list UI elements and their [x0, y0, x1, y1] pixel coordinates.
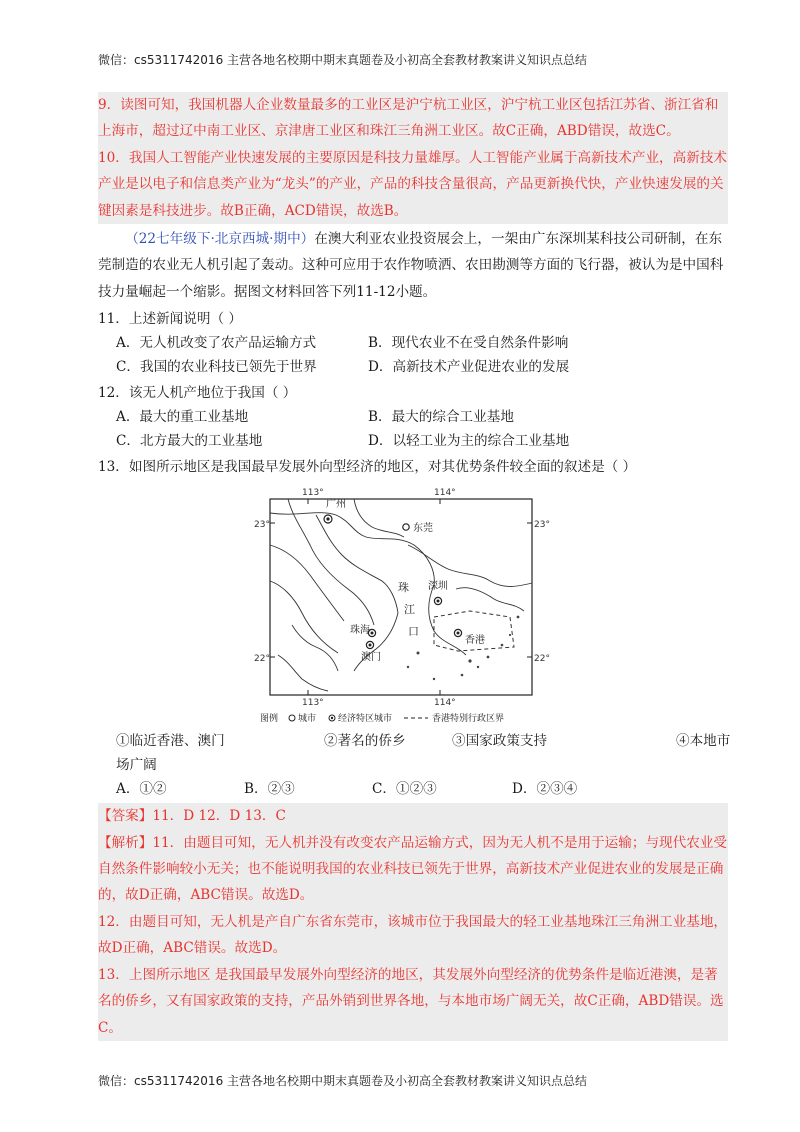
- q12-option-c[interactable]: C．北方最大的工业基地: [116, 433, 263, 450]
- q13-options: [98, 777, 728, 801]
- q11-stem: 11．上述新闻说明（ ）: [98, 311, 242, 328]
- answer-line: [98, 803, 728, 829]
- q11-option-c[interactable]: C．我国的农业科技已领先于世界: [116, 359, 317, 376]
- q13-feature-2: ②著名的侨乡: [324, 733, 406, 750]
- lat-label-22-left: 22°: [254, 654, 270, 665]
- explanation-block: [98, 92, 728, 224]
- dongguan-label: 东莞: [413, 523, 433, 535]
- question-11: [98, 307, 728, 379]
- page-header: 微信：cs5311742016 主营各地名校期中期末真题卷及小初高全套教材教案讲义知识点总结: [98, 53, 588, 67]
- intro-paragraph: [98, 226, 728, 305]
- q11-options: [98, 331, 728, 379]
- q11-option-a[interactable]: A．无人机改变了农产品运输方式: [116, 335, 317, 352]
- river-label-jiang: 江: [404, 603, 415, 617]
- river-label-kou: 口: [408, 625, 419, 639]
- q12-options: [98, 405, 728, 453]
- q13-feature-4: ④本地市: [676, 733, 731, 750]
- map-legend: [260, 712, 504, 724]
- shenzhen-label: 深圳: [428, 581, 448, 593]
- lat-label-23-right: 23°: [534, 520, 550, 531]
- map-figure: [254, 485, 550, 725]
- q11-option-d[interactable]: D．高新技术产业促进农业的发展: [368, 359, 570, 376]
- analysis-11: [98, 830, 728, 909]
- q12-option-b[interactable]: B．最大的综合工业基地: [368, 409, 514, 426]
- lon-label-113-bottom: 113°: [302, 698, 324, 709]
- q13-option-a[interactable]: A．①②: [116, 781, 167, 798]
- map-frame: [270, 499, 532, 695]
- q13-feature-1: ①临近香港、澳门: [116, 733, 225, 750]
- explanation-q9: 9．读图可知，我国机器人企业数量最多的工业区是沪宁杭工业区，沪宁杭工业区包括江苏省、浙江省和上海市，超过辽中南工业区、京津唐工业区和珠江三角洲工业区。故C正确，ABD错误，故选C。: [98, 97, 719, 140]
- q13-option-c[interactable]: C．①②③: [372, 781, 437, 798]
- question-13: [98, 455, 731, 801]
- q13-stem: 13．如图所示地区是我国最早发展外向型经济的地区，对其优势条件较全面的叙述是（ ）: [98, 459, 637, 476]
- q12-option-a[interactable]: A．最大的重工业基地: [116, 409, 249, 426]
- lon-label-113-top: 113°: [302, 488, 324, 499]
- legend-title: 图例: [260, 714, 279, 725]
- analysis-11-text: 11．由题目可知，无人机并没有改变农产品运输方式，因为无人机不是用于运输；与现代农业受自然条件影响较小无关；也不能说明我国的农业科技已领先于世界，高新技术产业促进农业的发展是正确的，故D正确，ABC错误。故选D。: [98, 834, 728, 904]
- q11-option-b[interactable]: B．现代农业不在受自然条件影响: [368, 335, 569, 352]
- lon-label-114-top: 114°: [434, 488, 456, 499]
- lat-label-22-right: 22°: [534, 654, 550, 665]
- guangzhou-label: 广州: [326, 499, 346, 511]
- answer-tag: 【答案】: [98, 808, 153, 825]
- legend-city: 城市: [298, 714, 317, 725]
- lon-label-114-bottom: 114°: [434, 698, 456, 709]
- intro-text: 在澳大利亚农业投资展会上，一架由广东深圳某科技公司研制，在东莞制造的农业无人机引起了轰动。这种可应用于农作物喷洒、农田勘测等方面的飞行器，被认为是中国科技力量崛起一个缩影。据图文材料回答下列11-12小题。: [98, 231, 724, 300]
- hongkong-label: 香港: [465, 635, 485, 647]
- q12-stem: 12．该无人机产地位于我国（ ）: [98, 385, 297, 402]
- pearl-river-delta-map: [254, 485, 550, 725]
- legend-hk-boundary: 香港特别行政区界: [432, 714, 505, 725]
- analysis-13: 13．上图所示地区 是我国最早发展外向型经济的地区，其发展外向型经济的优势条件是临近港澳，是著名的侨乡，又有国家政策的支持，产品外销到世界各地，与本地市场广阔无关，故C正确，ABD错误。选C。: [98, 966, 724, 1036]
- q13-option-d[interactable]: D．②③④: [512, 781, 578, 798]
- answer-block: [98, 803, 728, 1041]
- analysis-tag: 【解析】: [98, 834, 153, 851]
- zhuhai-label: 珠海: [350, 625, 370, 637]
- page-content: [98, 92, 731, 1041]
- lat-label-23-left: 23°: [254, 520, 270, 531]
- intro-source: （22七年级下·北京西城·期中）: [125, 231, 315, 248]
- q12-option-d[interactable]: D．以轻工业为主的综合工业基地: [368, 433, 570, 450]
- q13-option-b[interactable]: B．②③: [244, 781, 295, 798]
- q13-feature-3: ③国家政策支持: [452, 733, 548, 750]
- legend-sez: 经济特区城市: [338, 714, 393, 725]
- macau-label: 澳门: [361, 652, 381, 664]
- explanation-q10: 10．我国人工智能产业快速发展的主要原因是科技力量雄厚。人工智能产业属于高新技术产业，高新技术产业是以电子和信息类产业为“龙头”的产业，产品的科技含量很高，产品更新换代快，产业快速发展的关键因素是科技进步。故B正确，ACD错误，故选B。: [98, 149, 728, 219]
- analysis-12: 12．由题目可知，无人机是产自广东省东莞市，该城市位于我国最大的轻工业基地珠江三角洲工业基地，故D正确，ABC错误。故选D。: [98, 913, 728, 957]
- page-footer: 微信：cs5311742016 主营各地名校期中期末真题卷及小初高全套教材教案讲义知识点总结: [98, 1074, 588, 1088]
- q13-features: [98, 729, 731, 753]
- q13-feature-4-cont: 场广阔: [116, 757, 157, 774]
- question-12: [98, 381, 728, 453]
- river-label-zhu: 珠: [398, 581, 409, 595]
- answer-text: 11．D 12．D 13．C: [152, 808, 286, 825]
